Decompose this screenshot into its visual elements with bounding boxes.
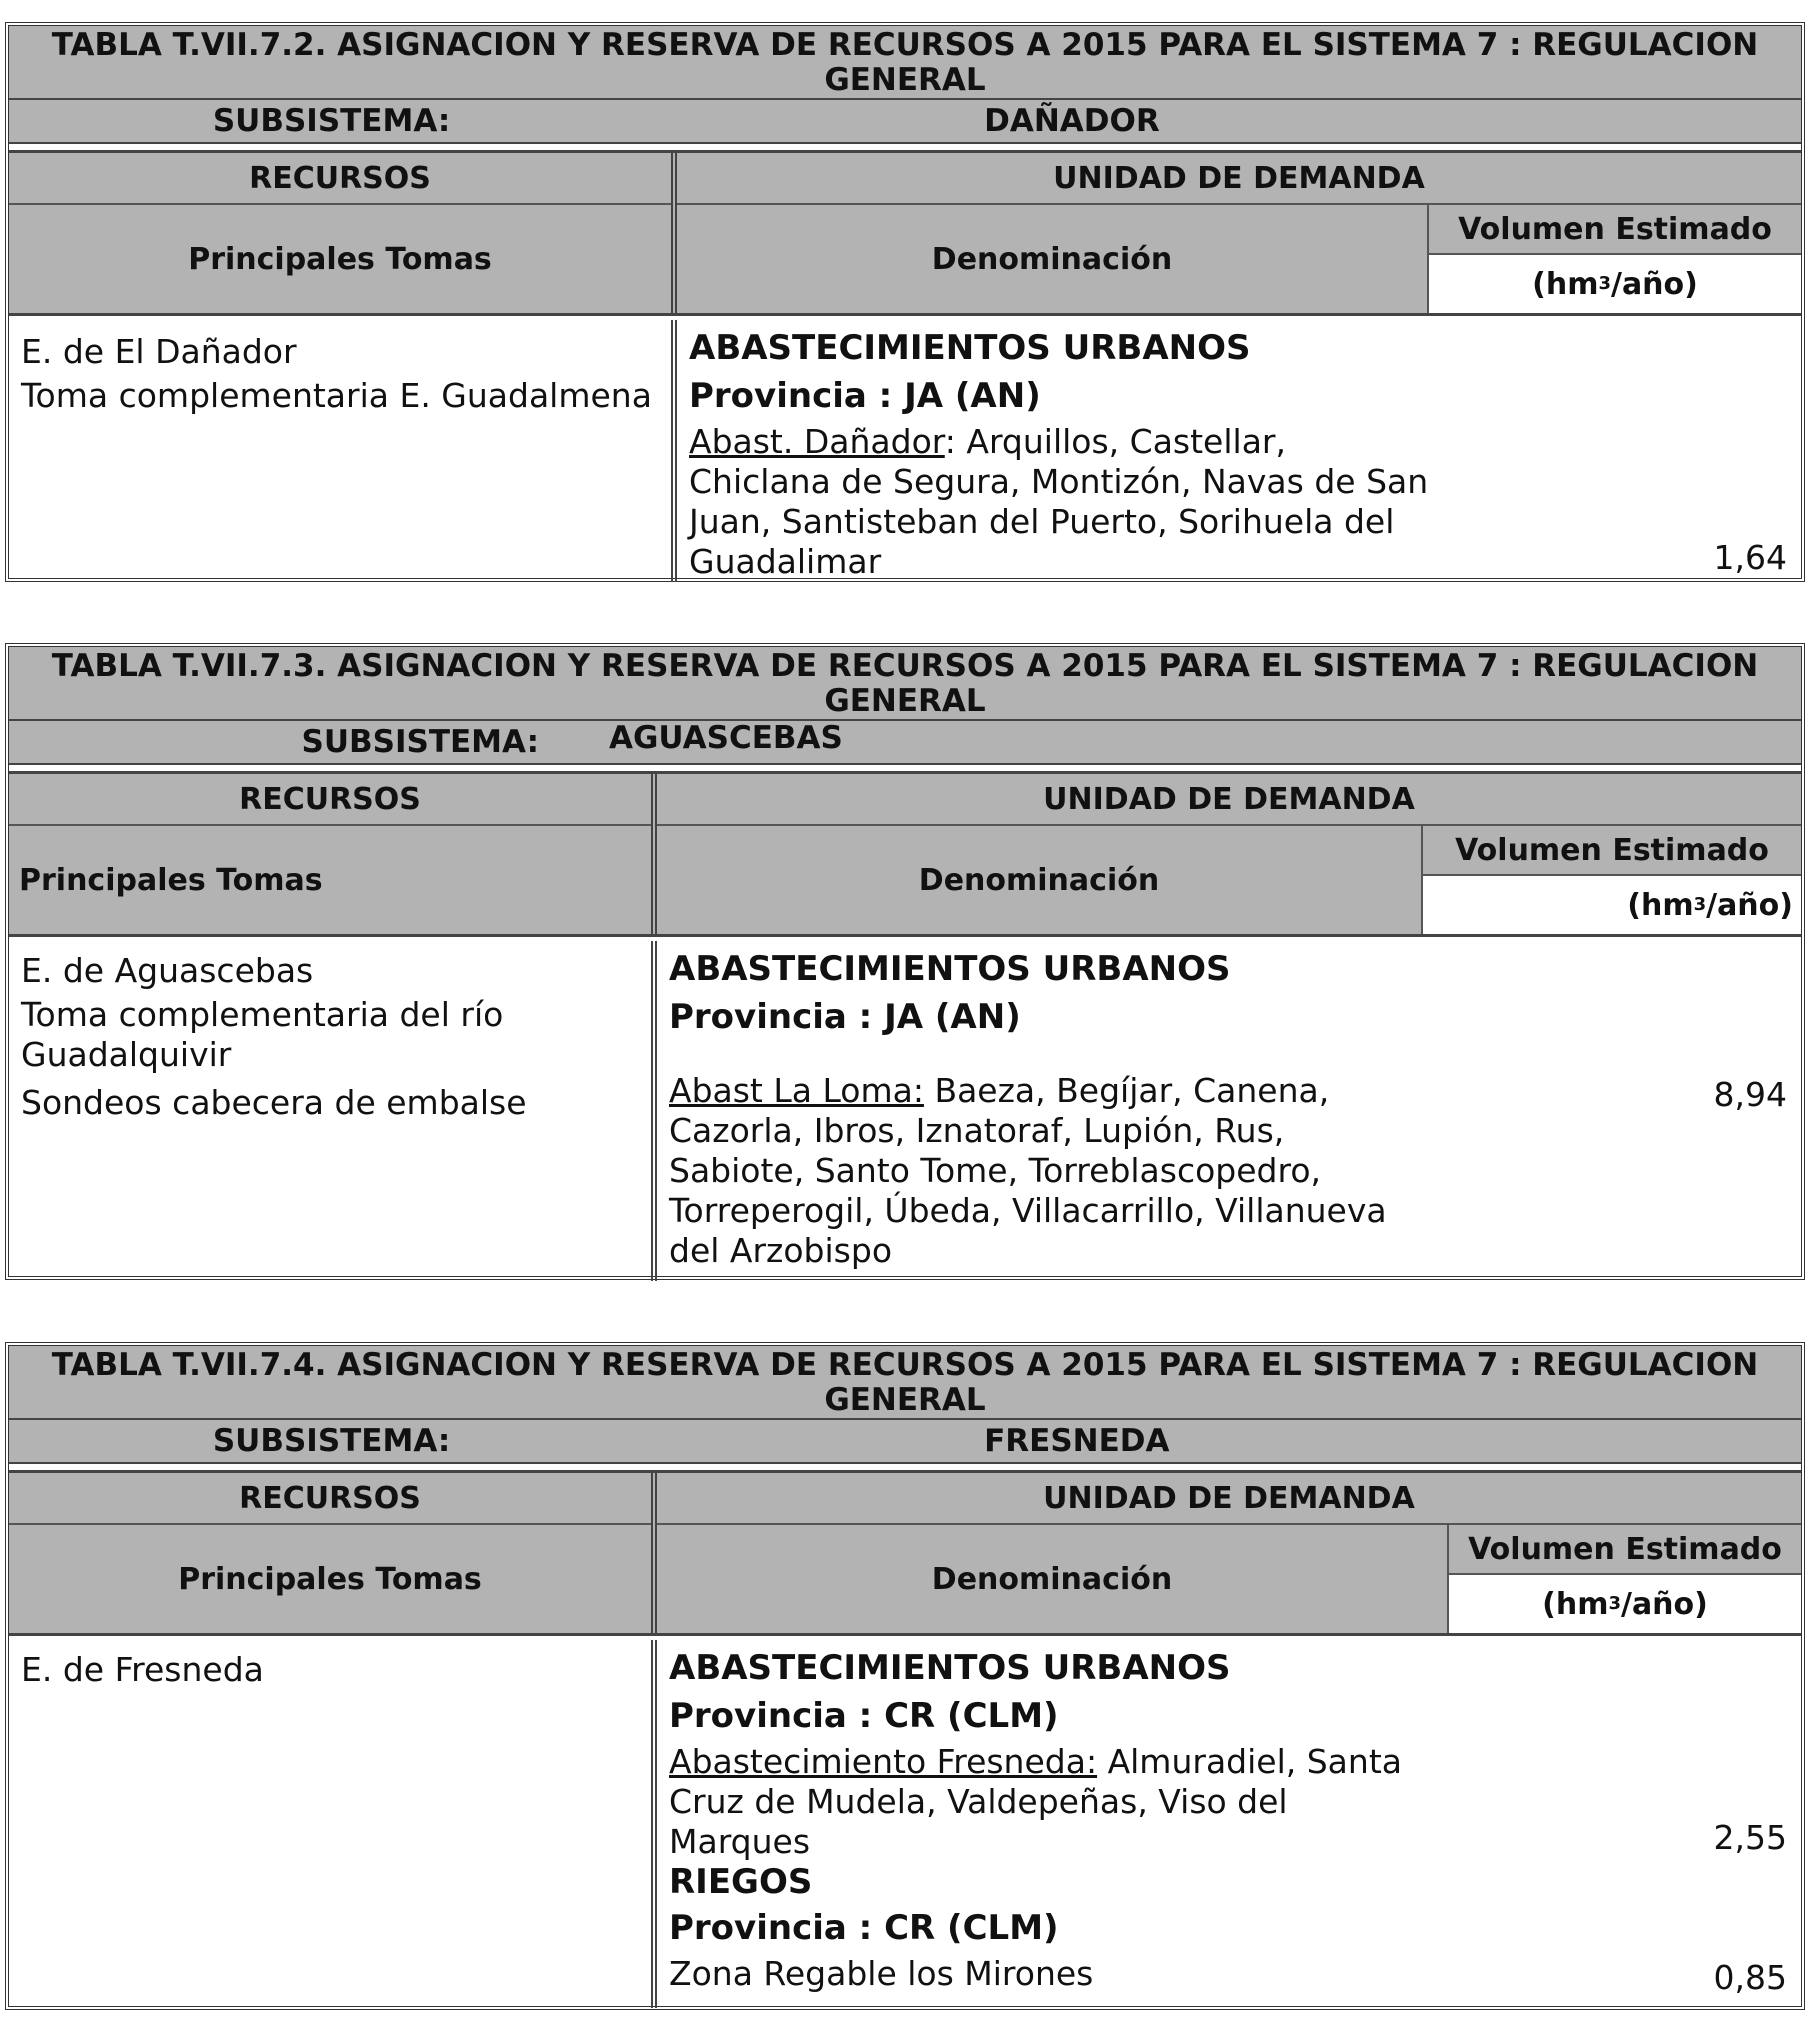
category-heading: ABASTECIMIENTOS URBANOS xyxy=(669,1648,1231,1688)
tomas-header: Principales Tomas xyxy=(188,241,492,277)
table-t-vii-7-3 xyxy=(5,643,1805,1280)
category-heading: ABASTECIMIENTOS URBANOS xyxy=(689,328,1251,368)
volumen-value-riegos: 0,85 xyxy=(1713,1958,1787,1997)
volumen-header xyxy=(1423,826,1801,934)
provincia-heading: Provincia : CR (CLM) xyxy=(669,1696,1059,1736)
volumen-header xyxy=(1449,1525,1801,1633)
abast-label: Abast La Loma: xyxy=(669,1071,924,1110)
unidad-header: UNIDAD DE DEMANDA xyxy=(677,153,1801,205)
header-left xyxy=(9,153,677,313)
provincia-heading: Provincia : JA (AN) xyxy=(689,376,1041,416)
demanda-cell xyxy=(657,941,1801,1281)
volumen-label: Volumen Estimado xyxy=(1449,1525,1801,1575)
provincia-heading: Provincia : JA (AN) xyxy=(669,997,1021,1037)
toma-item: Toma complementaria E. Guadalmena xyxy=(21,376,652,415)
volumen-value: 1,64 xyxy=(1713,538,1787,577)
header-block xyxy=(9,1470,1801,1636)
volumen-value: 2,55 xyxy=(1713,1818,1787,1857)
subsystem-row xyxy=(9,721,1801,765)
body-row xyxy=(9,941,1801,1281)
zona-regable-text: Zona Regable los Mirones xyxy=(669,1954,1094,1993)
header-left xyxy=(9,774,657,934)
municipios-text: Abast. Dañador: Arquillos, Castellar, Chiclana de Segura, Montizón, Navas de San Juan, Santisteban del Puerto, Sorihuela del Guadalimar xyxy=(689,422,1429,581)
category-heading-riegos: RIEGOS xyxy=(669,1862,813,1902)
volumen-label: Volumen Estimado xyxy=(1423,826,1801,876)
unidad-header: UNIDAD DE DEMANDA xyxy=(657,1473,1801,1525)
subsystem-value: AGUASCEBAS xyxy=(609,720,843,756)
subsystem-label: SUBSISTEMA: xyxy=(212,103,451,139)
subsystem-row xyxy=(9,1420,1801,1464)
abast-label: Abast. Dañador xyxy=(689,422,945,461)
table-title: TABLA T.VII.7.3. ASIGNACION Y RESERVA DE RECURSOS A 2015 PARA EL SISTEMA 7 : REGULACION GENERAL xyxy=(9,647,1801,721)
tomas-cell xyxy=(9,1640,657,2008)
municipios-text: Abastecimiento Fresneda: Almuradiel, Santa Cruz de Mudela, Valdepeñas, Viso del Marques xyxy=(669,1742,1402,1861)
header-block xyxy=(9,150,1801,316)
toma-item: E. de Fresneda xyxy=(21,1650,264,1689)
volumen-header xyxy=(1429,205,1801,313)
tomas-header: Principales Tomas xyxy=(19,862,323,898)
recursos-header: RECURSOS xyxy=(9,153,671,205)
header-right xyxy=(657,774,1801,934)
table-title: TABLA T.VII.7.2. ASIGNACION Y RESERVA DE RECURSOS A 2015 PARA EL SISTEMA 7 : REGULACION GENERAL xyxy=(9,26,1801,100)
header-block xyxy=(9,771,1801,937)
tomas-cell xyxy=(9,941,657,1281)
municipios-text: Abast La Loma: Baeza, Begíjar, Canena, Cazorla, Ibros, Iznatoraf, Lupión, Rus, Sabiote, Santo Tome, Torreblascopedro, Torreperogil, Úbeda, Villacarrillo, Villanueva del Arzobispo xyxy=(669,1071,1387,1270)
unidad-header: UNIDAD DE DEMANDA xyxy=(657,774,1801,826)
header-right xyxy=(657,1473,1801,1633)
subsystem-value: DAÑADOR xyxy=(984,103,1160,139)
demanda-cell xyxy=(657,1640,1801,2008)
recursos-header: RECURSOS xyxy=(9,1473,651,1525)
volumen-value: 8,94 xyxy=(1713,1075,1787,1114)
units-label: (hm 3 /año) xyxy=(1423,876,1801,934)
volumen-label: Volumen Estimado xyxy=(1429,205,1801,255)
tomas-cell xyxy=(9,320,677,582)
subsystem-value: FRESNEDA xyxy=(984,1423,1170,1459)
toma-item: E. de El Dañador xyxy=(21,332,297,371)
units-label: (hm 3 /año) xyxy=(1449,1575,1801,1633)
toma-item: Sondeos cabecera de embalse xyxy=(21,1083,527,1122)
header-right xyxy=(677,153,1801,313)
table-t-vii-7-2 xyxy=(5,22,1805,582)
recursos-header: RECURSOS xyxy=(9,774,651,826)
body-row xyxy=(9,320,1801,582)
demanda-cell xyxy=(677,320,1801,582)
toma-item: E. de Aguascebas xyxy=(21,951,314,990)
table-title: TABLA T.VII.7.4. ASIGNACION Y RESERVA DE RECURSOS A 2015 PARA EL SISTEMA 7 : REGULACION GENERAL xyxy=(9,1346,1801,1420)
tomas-header: Principales Tomas xyxy=(178,1561,482,1597)
denominacion-header: Denominación xyxy=(677,205,1429,313)
body-row xyxy=(9,1640,1801,2008)
abast-label: Abastecimiento Fresneda: xyxy=(669,1742,1098,1781)
denominacion-header: Denominación xyxy=(657,826,1423,934)
header-left xyxy=(9,1473,657,1633)
subsystem-label: SUBSISTEMA: xyxy=(212,1423,451,1459)
category-heading: ABASTECIMIENTOS URBANOS xyxy=(669,949,1231,989)
denominacion-header: Denominación xyxy=(657,1525,1449,1633)
subsystem-row xyxy=(9,100,1801,144)
provincia-heading-riegos: Provincia : CR (CLM) xyxy=(669,1908,1059,1948)
table-t-vii-7-4 xyxy=(5,1342,1805,2010)
units-label: (hm 3 /año) xyxy=(1429,255,1801,313)
toma-item: Toma complementaria del río Guadalquivir xyxy=(21,995,504,1074)
subsystem-label: SUBSISTEMA: xyxy=(301,724,539,760)
